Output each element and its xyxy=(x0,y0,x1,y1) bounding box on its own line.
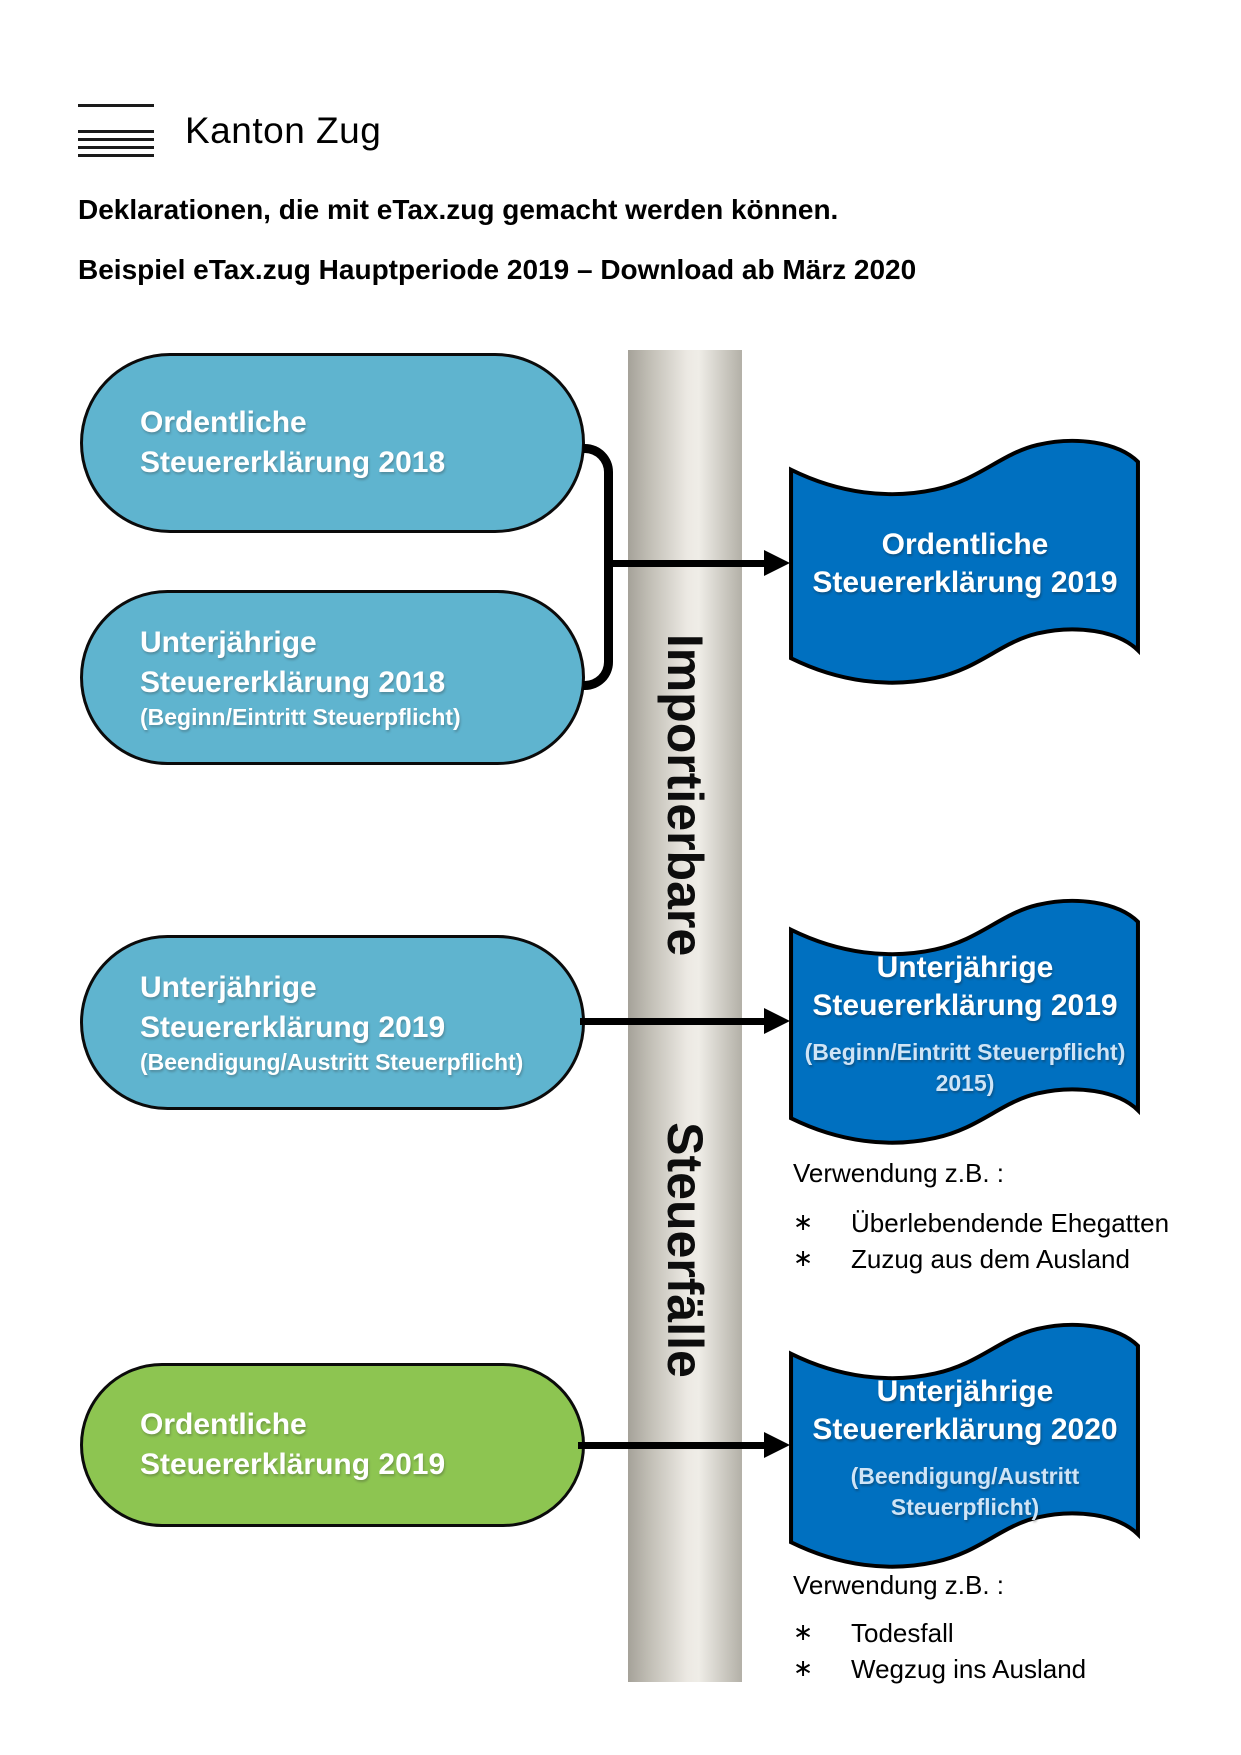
flag-line: Steuererklärung 2019 xyxy=(812,989,1118,1022)
asterisk-bullet-icon: ∗ xyxy=(793,1619,814,1646)
flag-line: Steuererklärung 2020 xyxy=(812,1413,1118,1446)
usage-list-2 xyxy=(793,1570,1223,1684)
source-box-subline: (Beendigung/Austritt Steuerpflicht) xyxy=(140,1049,524,1075)
usage-item-label: Zuzug aus dem Ausland xyxy=(851,1244,1130,1274)
flag-line: Steuererklärung 2019 xyxy=(812,566,1118,599)
source-box-line: Unterjährige xyxy=(140,626,317,659)
logo-stripe-icon xyxy=(78,146,154,149)
logo-stripe-icon xyxy=(78,154,154,157)
source-box-line: Steuererklärung 2019 xyxy=(140,1011,446,1044)
source-box-unterjaehrige-2019 xyxy=(80,935,585,1110)
arrow-line-3 xyxy=(578,1442,766,1449)
logo-stripe-icon xyxy=(78,138,154,141)
flag-subline: (Beendigung/Austritt Steuerpflicht) xyxy=(850,1463,1080,1520)
logo-stripe-icon xyxy=(78,130,154,133)
source-box-unterjaehrige-2018 xyxy=(80,590,585,765)
flag-line: Unterjährige xyxy=(876,951,1054,984)
source-box-line: Unterjährige xyxy=(140,971,317,1004)
intro-line-1: Deklarationen, die mit eTax.zug gemacht werden können. xyxy=(78,194,839,225)
flag-subline: 2015) xyxy=(935,1070,995,1096)
usage-list-1 xyxy=(793,1158,1223,1274)
bar-label-importierbare: Importierbare xyxy=(657,633,713,957)
merge-bracket xyxy=(583,444,613,690)
source-box-subline: (Beginn/Eintritt Steuerpflicht) xyxy=(140,704,461,730)
usage-item xyxy=(793,1654,1223,1684)
source-box-line: Ordentliche xyxy=(140,406,307,439)
arrow-line-1 xyxy=(612,560,768,567)
flag-line: Unterjährige xyxy=(876,1375,1054,1408)
usage-item xyxy=(793,1208,1223,1238)
arrow-line-2 xyxy=(580,1018,766,1025)
asterisk-bullet-icon: ∗ xyxy=(793,1655,814,1682)
usage-heading: Verwendung z.B. : xyxy=(793,1158,1005,1188)
source-box-line: Steuererklärung 2019 xyxy=(140,1448,446,1481)
usage-item-label: Wegzug ins Ausland xyxy=(851,1654,1087,1684)
source-box-line: Steuererklärung 2018 xyxy=(140,446,446,479)
target-flag-unterjaehrige-2019 xyxy=(784,896,1146,1152)
source-box-line: Steuererklärung 2018 xyxy=(140,666,446,699)
asterisk-bullet-icon: ∗ xyxy=(793,1245,814,1272)
target-flag-unterjaehrige-2020 xyxy=(784,1320,1146,1576)
usage-item-label: Überlebendende Ehegatten xyxy=(851,1208,1170,1238)
logo-stripe-icon xyxy=(78,104,154,107)
source-box-ordentliche-2019 xyxy=(80,1363,585,1527)
usage-item xyxy=(793,1244,1223,1274)
intro-line-2: Beispiel eTax.zug Hauptperiode 2019 – Download ab März 2020 xyxy=(78,254,917,285)
flag-line: Ordentliche xyxy=(881,528,1049,561)
source-box-ordentliche-2018 xyxy=(80,353,585,533)
asterisk-bullet-icon: ∗ xyxy=(793,1209,814,1236)
usage-item-label: Todesfall xyxy=(851,1618,954,1648)
logo-wordmark: Kanton Zug xyxy=(185,110,382,151)
flag-subline: (Beginn/Eintritt Steuerpflicht) xyxy=(804,1039,1126,1065)
usage-item xyxy=(793,1618,1223,1648)
bar-label-steuerfaelle: Steuerfälle xyxy=(657,1122,713,1378)
target-flag-ordentliche-2019 xyxy=(784,436,1146,692)
usage-heading: Verwendung z.B. : xyxy=(793,1570,1005,1600)
source-box-line: Ordentliche xyxy=(140,1408,307,1441)
